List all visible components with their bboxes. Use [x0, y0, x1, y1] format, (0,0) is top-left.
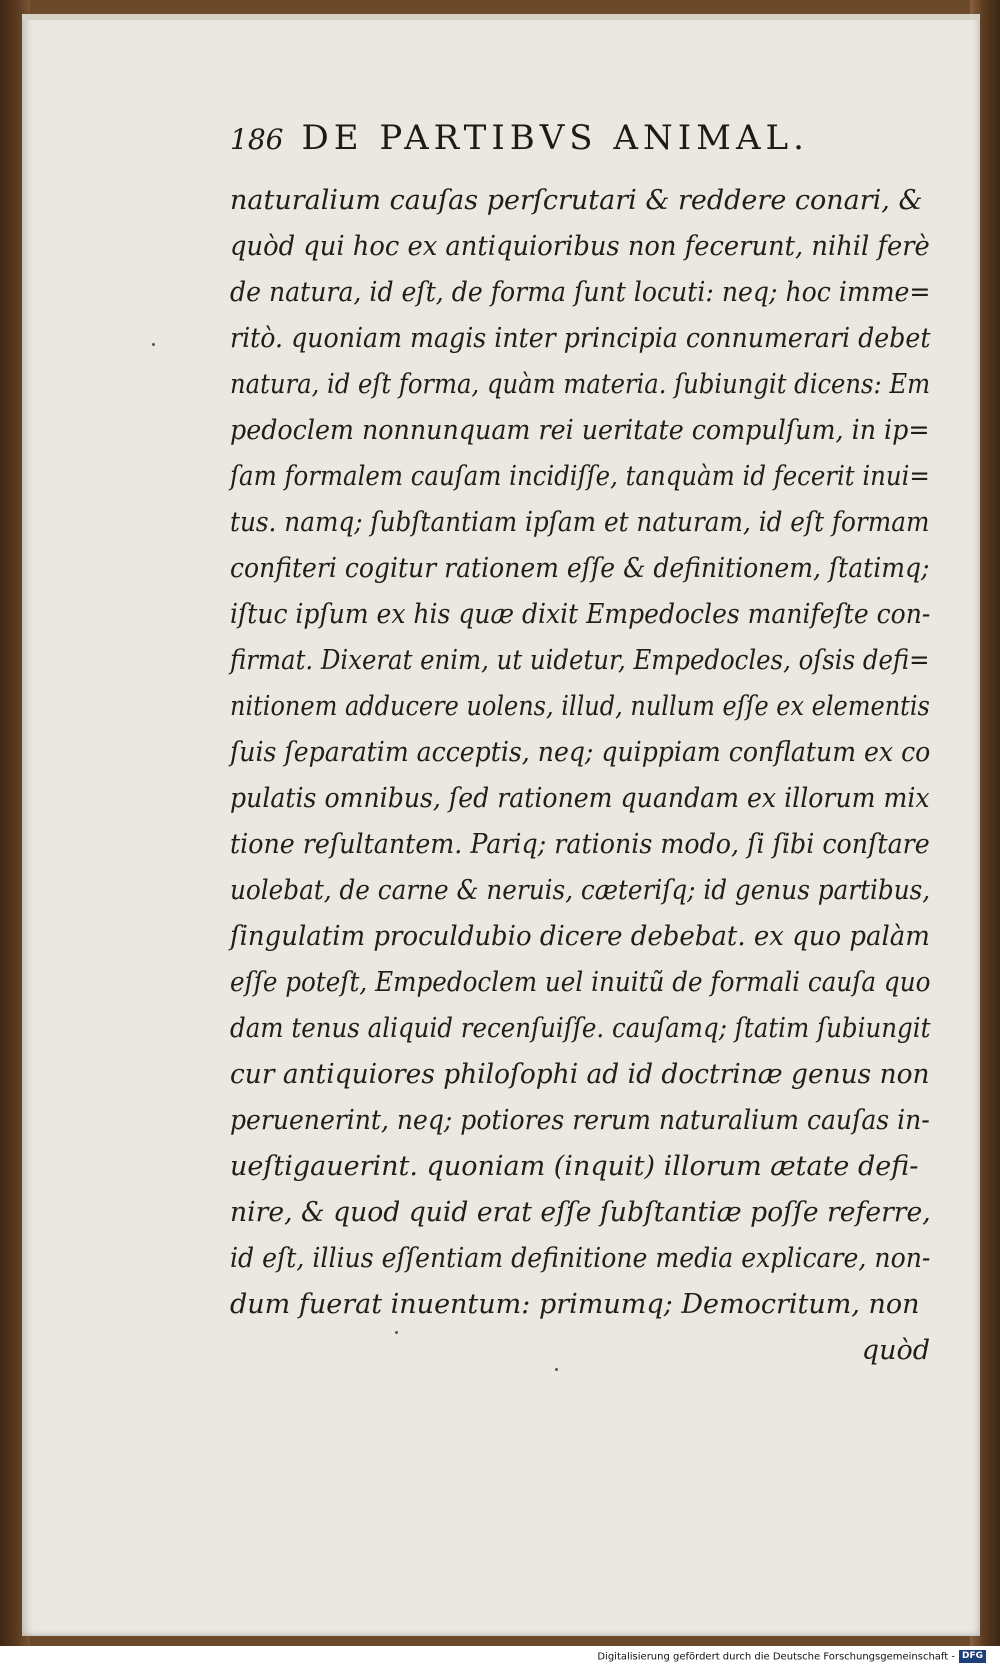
- text-line: id eſt, illius eſſentiam definitione media explicare, non-: [230, 1243, 931, 1274]
- text-line: ritò. quoniam magis inter principia connumerari debet: [230, 323, 931, 354]
- text-line: pulatis omnibus, ſed rationem quandam ex illorum mix: [230, 783, 930, 814]
- text-line: naturalium cauſas perſcrutari & reddere conari, &: [230, 185, 923, 216]
- running-head-title: DE PARTIBVS ANIMAL.: [301, 118, 809, 158]
- paper-speck: [555, 1368, 558, 1371]
- paper-speck: [395, 1331, 398, 1334]
- text-line: nitionem adducere uolens, illud, nullum eſſe ex elementis: [230, 691, 930, 722]
- text-line: ueſtigauerint. quoniam (inquit) illorum ætate defi-: [230, 1151, 919, 1182]
- text-line: ſingulatim proculdubio dicere debebat. ex quo palàm: [230, 921, 930, 952]
- page-top-edge: [22, 14, 980, 20]
- text-line: quòd qui hoc ex antiquioribus non fecerunt, nihil ferè: [230, 231, 930, 262]
- text-line: uolebat, de carne & neruis, cæteriſq; id genus partibus,: [230, 875, 931, 906]
- text-line: cur antiquiores philoſophi ad id doctrinæ genus non: [230, 1059, 930, 1090]
- text-line: iſtuc ipſum ex his quæ dixit Empedocles manifeſte con-: [230, 599, 931, 630]
- text-line: pedoclem nonnunquam rei ueritate compulſum, in ip=: [230, 415, 930, 446]
- dfg-logo: DFG: [959, 1650, 986, 1663]
- page-number: 186: [230, 123, 284, 156]
- text-line: dum fuerat inuentum: primumq; Democritum, non: [230, 1289, 920, 1320]
- text-line: tione reſultantem. Pariq; rationis modo, ſi ſibi conſtare: [230, 829, 930, 860]
- text-line: firmat. Dixerat enim, ut uidetur, Empedocles, oſsis defi=: [230, 645, 930, 676]
- text-line: dam tenus aliquid recenſuiſſe. cauſamq; ſtatim ſubiungit: [230, 1013, 931, 1044]
- paper-speck: [152, 343, 155, 346]
- text-line: de natura, id eſt, de forma ſunt locuti: neq; hoc imme=: [230, 277, 931, 308]
- credit-text: Digitalisierung gefördert durch die Deutsche Forschungsgemeinschaft -: [597, 1651, 955, 1663]
- digitization-credit: [597, 1650, 986, 1664]
- body-text: [230, 178, 960, 1374]
- text-line: confiteri cogitur rationem eſſe & definitionem, ſtatimq;: [230, 553, 930, 584]
- text-line: ſam formalem cauſam incidiſſe, tanquàm id fecerit inui=: [230, 461, 930, 492]
- text-line: natura, id eſt forma, quàm materia. ſubiungit dicens: Em: [230, 369, 931, 400]
- text-line: ſuis ſeparatim acceptis, neq; quippiam conflatum ex co: [230, 737, 931, 768]
- running-head: [230, 118, 930, 168]
- catchword: quòd: [861, 1335, 930, 1366]
- text-line: peruenerint, neq; potiores rerum naturalium cauſas in-: [230, 1105, 930, 1136]
- text-line: nire, & quod quid erat eſſe ſubſtantiæ poſſe referre,: [230, 1197, 931, 1228]
- text-line: tus. namq; ſubſtantiam ipſam et naturam, id eſt formam: [230, 507, 930, 538]
- text-line: eſſe poteſt, Empedoclem uel inuitũ de formali cauſa quo: [230, 967, 931, 998]
